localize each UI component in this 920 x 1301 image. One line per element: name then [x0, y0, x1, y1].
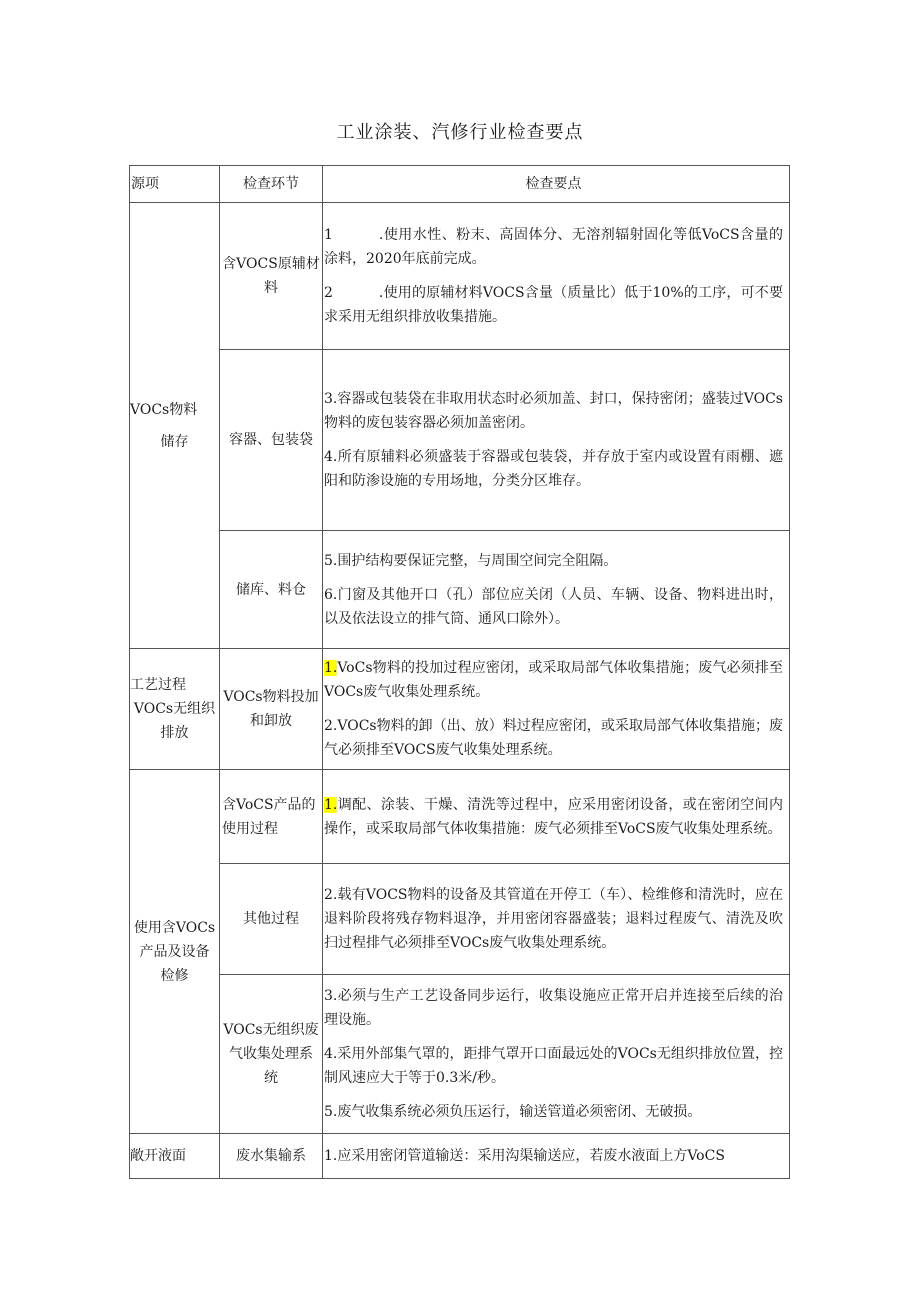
- points-cell: [323, 649, 790, 770]
- stage-cell: [220, 531, 323, 649]
- inspection-table: [129, 165, 790, 1179]
- point-number: 1.: [324, 796, 338, 813]
- stage-cell: [220, 770, 323, 864]
- header-row: [130, 166, 790, 203]
- table-row: [130, 203, 790, 350]
- table-row: [130, 1134, 790, 1179]
- point-number: 1: [324, 227, 333, 243]
- stage-line: VOCs无组织废: [223, 1022, 319, 1038]
- check-point: [324, 1144, 783, 1168]
- stage-line: 储库、料仓: [236, 581, 306, 598]
- point-text: 应采用密闭管道输送：采用沟渠输送应，若废水液面上方VoCS: [337, 1148, 725, 1164]
- stage-cell: [220, 350, 323, 531]
- table-row: [130, 975, 790, 1134]
- stage-cell: [220, 864, 323, 975]
- stage-line: 气收集处理系: [229, 1046, 313, 1062]
- point-number: 4.: [324, 449, 338, 465]
- point-text: 必须与生产工艺设备同步运行，收集设施应正常开启并连接至后续的治理设施。: [324, 988, 783, 1028]
- points-cell: [323, 770, 790, 864]
- check-point: [324, 793, 783, 841]
- point-text: 容器或包装袋在非取用状态时必须加盖、封口，保持密闭；盛装过VOCs物料的废包装容器必须加盖密闭。: [324, 391, 783, 431]
- header-points: 检查要点: [323, 166, 790, 203]
- points-cell: [323, 350, 790, 531]
- check-point: [324, 1042, 783, 1090]
- points-cell: [323, 203, 790, 350]
- point-text: 采用外部集气罩的，距排气罩开口面最远处的VOCs无组织排放位置，控制风速应大于等于0.3米/秒。: [324, 1046, 783, 1086]
- stage-line: 含VoCS产品的: [222, 796, 316, 813]
- check-point: [324, 387, 783, 435]
- stage-line: 容器、包装袋: [229, 432, 313, 448]
- stage-cell: [220, 975, 323, 1134]
- source-cell: [130, 203, 220, 649]
- source-line: 工艺过程: [130, 677, 186, 693]
- stage-cell: [220, 1134, 323, 1179]
- check-point: [324, 281, 783, 329]
- page-title: 工业涂装、汽修行业检查要点: [336, 122, 584, 143]
- source-line: 检修: [160, 967, 189, 984]
- stage-line: 料: [264, 280, 278, 296]
- table-row: [130, 770, 790, 864]
- point-text: 围护结构要保证完整，与周围空间完全阻隔。: [337, 552, 618, 569]
- stage-line: VOCs物料投加: [223, 689, 319, 705]
- table-row: [130, 350, 790, 531]
- check-point: [324, 445, 783, 493]
- source-line: 使用含VOCs: [133, 919, 216, 936]
- table-row: [130, 864, 790, 975]
- point-text: VOCs物料的卸（出、放）料过程应密闭，或采取局部气体收集措施；废气必须排至VOCS废气收集处理系统。: [324, 718, 783, 758]
- point-number: 4.: [324, 1046, 338, 1062]
- point-text: 废气收集系统必须负压运行，输送管道必须密闭、无破损。: [337, 1104, 702, 1120]
- point-text: VoCs物料的投加过程应密闭，或采取局部气体收集措施；废气必须排至VOCs废气收集处理系统。: [324, 660, 783, 700]
- source-line: 敞开液面: [130, 1148, 186, 1164]
- source-cell: [130, 649, 220, 770]
- source-line: VOCs无组织: [133, 701, 216, 717]
- point-number: 5.: [324, 1104, 338, 1120]
- check-point: [324, 549, 783, 573]
- source-line: 排放: [160, 725, 189, 741]
- check-point: [324, 656, 783, 704]
- check-point: [324, 223, 783, 271]
- header-stage: 检查环节: [220, 166, 323, 203]
- stage-cell: [220, 203, 323, 350]
- source-line: VOCs物料: [130, 401, 198, 418]
- point-number: 2.: [324, 887, 338, 903]
- point-text: .使用的原辅材料VOCS含量（质量比）低于10%的工序，可不要求采用无组织排放收集措施。: [324, 285, 783, 325]
- table-row: [130, 649, 790, 770]
- point-number: 2: [324, 285, 333, 301]
- point-text: 调配、涂装、干燥、清洗等过程中，应采用密闭设备，或在密闭空间内操作，或采取局部气体收集措施：废气必须排至VoCS废气收集处理系统。: [324, 796, 783, 837]
- point-number: 6.: [324, 586, 338, 603]
- stage-line: 统: [264, 1070, 278, 1086]
- point-text: 门窗及其他开口（孔）部位应关闭（人员、车辆、设备、物料进出时，以及依法设立的排气筒、通风口除外）。: [324, 586, 783, 627]
- points-cell: [323, 1134, 790, 1179]
- point-number: 3.: [324, 988, 338, 1004]
- check-point: [324, 883, 783, 955]
- point-text: 所有原辅料必须盛装于容器或包装袋，并存放于室内或设置有雨棚、遮阳和防渗设施的专用场地，分类分区堆存。: [324, 449, 783, 489]
- stage-line: 和卸放: [250, 713, 292, 729]
- source-line: 储存: [160, 433, 189, 450]
- header-source: 源项: [130, 166, 220, 203]
- point-number: 1.: [324, 1148, 338, 1164]
- point-number: 2.: [324, 718, 338, 734]
- point-number: 1.: [324, 660, 338, 676]
- stage-line: 其他过程: [243, 911, 299, 927]
- point-number: 3.: [324, 391, 338, 407]
- check-point: [324, 714, 783, 762]
- point-number: 5.: [324, 552, 338, 569]
- points-cell: [323, 975, 790, 1134]
- check-point: [324, 984, 783, 1032]
- stage-line: 使用过程: [222, 820, 278, 837]
- source-line: 产品及设备: [139, 943, 210, 960]
- source-cell: [130, 770, 220, 1134]
- stage-cell: [220, 649, 323, 770]
- points-cell: [323, 531, 790, 649]
- stage-line: 废水集输系: [236, 1148, 306, 1164]
- points-cell: [323, 864, 790, 975]
- source-cell: [130, 1134, 220, 1179]
- check-point: [324, 583, 783, 631]
- point-text: 载有VOCS物料的设备及其管道在开停工（车）、检维修和清洗时，应在退料阶段将残存物料退净，并用密闭容器盛装；退料过程废气、清洗及吹扫过程排气必须排至VOCs废气收集处理系统。: [324, 887, 783, 951]
- point-text: .使用水性、粉末、高固体分、无溶剂辐射固化等低VoCS含量的涂料，2020年底前完成。: [324, 227, 783, 267]
- check-point: [324, 1100, 783, 1124]
- table-row: [130, 531, 790, 649]
- stage-line: 含VOCS原辅材: [222, 256, 320, 272]
